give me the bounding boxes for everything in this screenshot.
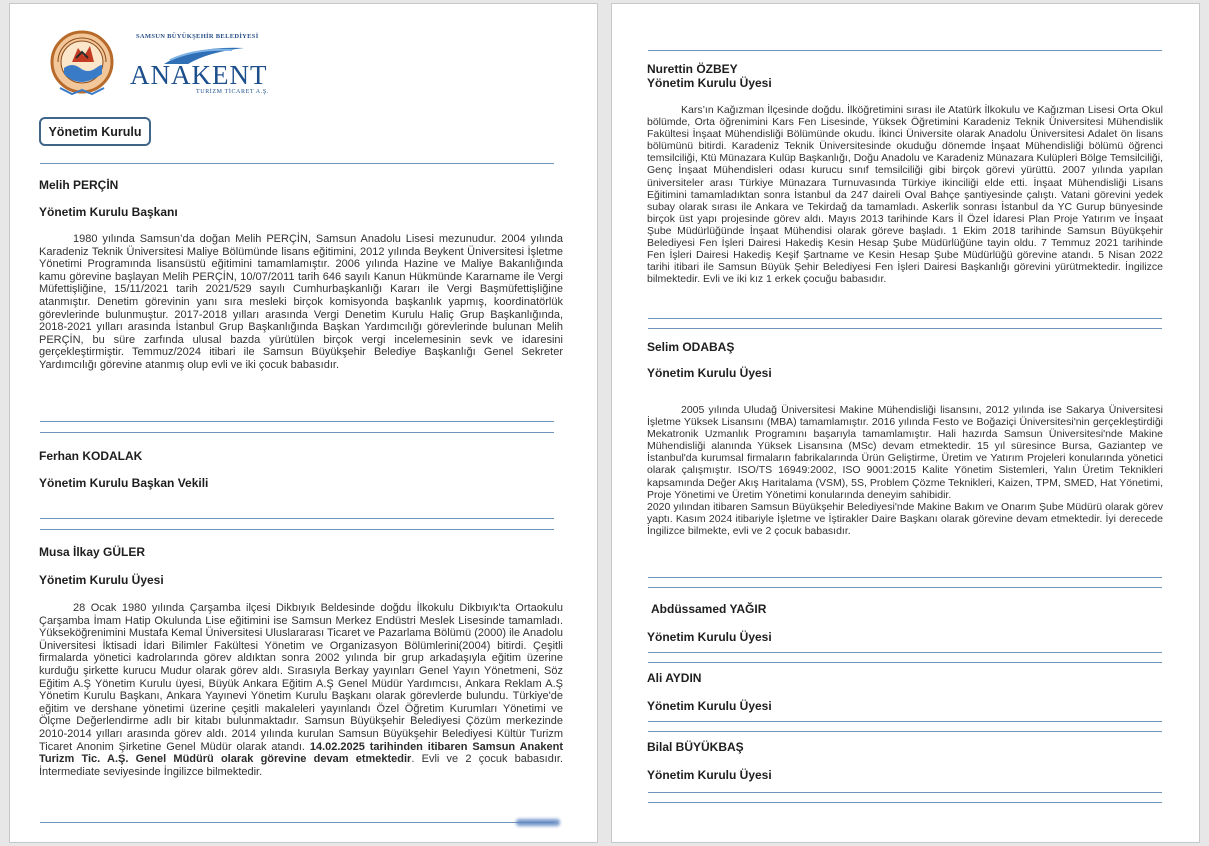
- member-name: Melih PERÇİN: [39, 178, 119, 192]
- seal-emblem-icon: [50, 28, 114, 100]
- member-bio-text-2: 2020 yılından itibaren Samsun Büyükşehir Belediyesi'nde Makine Bakım ve Onarım Şube Müdürü olarak görev yaptı. Kasım 2024 itibariyle İşletme ve İştirakler Daire Başkanı olarak görevine devam etmektedir. İyi derecede İngilizce bilmekte, evli ve 2 çocuk babasıdır.: [647, 500, 1163, 537]
- member-bio: [647, 404, 1163, 537]
- document-page-left: [9, 3, 598, 843]
- member-role: Yönetim Kurulu Üyesi: [39, 573, 164, 587]
- divider: [648, 577, 1162, 578]
- member-role: Yönetim Kurulu Üyesi: [647, 366, 772, 380]
- divider: [648, 587, 1162, 588]
- member-role: Yönetim Kurulu Üyesi: [647, 76, 772, 90]
- member-name: Ferhan KODALAK: [39, 449, 143, 463]
- member-name: Selim ODABAŞ: [647, 340, 735, 354]
- member-bio-text: Kars’ın Kağızman İlçesinde doğdu. İlköğretimini sırası ile Atatürk İlkokulu ve Kağızman Lisesi Orta Okul bölümde, Orta öğrenimini Kars Fen Lisesinde, Yüksek Öğretimini Karadeniz Teknik Üniversitesi Mühendislik Fakültesi İnşaat Mühendisliği Bölümünde okudu. İkinci Üniversite olarak Anadolu Üniversitesi Adalet ön lisans bölümünü bitirdi. Karadeniz Teknik Üniversitesinde okuduğu dönemde İnşaat Mühendisliği bölümü öğrenci temsilciliği, Ktü Münazara Kulüp Başkanlığı, Doğu Anadolu ve Karadeniz Münazara Kulüpleri Bölge Temsilciliği, Genç İnşaat Mühendisleri odası kurucu sınıf temsilciliği gibi birçok görevi yürüttü. 2007 yılında yapılan üniversiteler arası Türkiye Münazara Turnuvasında Türkiye ikinciliği elde etti. İnşaat Mühendisliği Lisans Eğitimini tamamladıktan sonra İstanbul da 247 daireli Oval Bahçe şantiyesinde çalıştı. Vatani görevini yedek subay olarak sırası ile Ankara ve Tekirdağ da tamamladı. Askerlik sonrası İstanbul da YC Gurup bünyesinde birçok üst yapı projesinde görev aldı. Mayıs 2013 tarihinde Kars İl Özel İdaresi Plan Proje Yatırım ve İnşaat Şube Müdürlüğünde İnşaat Mühendisi olarak göreve başladı. 1 Ekim 2018 tarihinde Samsun Büyükşehir Belediyesi Fen İşleri Dairesi Hakediş Kesin Hesap Şube Müdürlüğüne tayin oldu. 7 Temmuz 2021 tarihinde Fen İşleri Dairesi Hakediş Keşif Şartname ve Kesin Hesap Şube Müdürlüğü görevine atandı. 5 Nisan 2022 tarihi itibari ile Samsun Büyük Şehir Belediyesi Fen İşleri Dairesi Başkanlığı görevini yürütmektedir. İngilizce bilmektedir. Evli ve iki kız 1 erkek çocuğu babasıdır.: [647, 104, 1163, 286]
- member-name: Nurettin ÖZBEY: [647, 62, 738, 76]
- divider: [648, 662, 1162, 663]
- divider: [648, 802, 1162, 803]
- member-bio-text: 28 Ocak 1980 yılında Çarşamba ilçesi Dikbıyık Beldesinde doğdu İlkokulu Dikbıyık'ta Ortaokulu Çarşamba İmam Hatip Okulunda Lise eğitimini ise Samsun Merkez Endüstri Meslek Lisesinde tamamladı. Yükseköğrenimini Mustafa Kemal Üniversitesi Uluslararası Ticaret ve Pazarlama Bölümü (2000) ile Anadolu Üniversitesi İktisadi İdari Bilimler Fakültesi Yönetim ve Organizasyon Bölümlerini(2004) bitirdi. Çeşitli firmalarda yönetici kadrolarında görev aldıktan sonra 2002 yılında bir grup arkadaşıyla eğitim üzerine kurduğu şirkette kurucu Mudur olarak görev aldı. Sırasıyla Berkay yayınları Genel Yayın Yönetmeni, Söz Eğitim A.Ş Yönetim Kurulu üyesi, Büyük Ankara Eğitim A.Ş Genel Müdür Yardımcısı, Ankara Reklam A.Ş Yönetim Kurulu Başkanı, Ankara Yayınevi Yönetim Kurulu Başkanı olarak görevlerde bulundu. Türkiye'de eğitim ve dershane yönetimi üzerine çeşitli makaleleri yayınlandı Özel Öğretim Kurumları Yönetimi ve Ölçme Değerlendirme adlı bir kitabı bulunmaktadır. Samsun Büyükşehir Belediyesi Çözüm merkezinde 2010-2014 yılları arasında görev aldı. 2014 yılında kurulan Samsun Büyükşehir Belediyesi Kültür Turizm Ticaret Anonim Şirketine Genel Müdür olarak atandı.: [39, 602, 563, 753]
- document-page-right: [611, 3, 1200, 843]
- divider: [648, 50, 1162, 51]
- member-name: Ali AYDIN: [647, 671, 702, 685]
- member-name: Bilal BÜYÜKBAŞ: [647, 740, 744, 754]
- company-logo-subtitle: TURİZM TİCARET A.Ş.: [196, 89, 269, 95]
- divider: [40, 421, 554, 422]
- divider: [648, 792, 1162, 793]
- divider: [648, 721, 1162, 722]
- divider: [648, 731, 1162, 732]
- highlight-mark: [516, 819, 560, 826]
- member-bio: [39, 602, 563, 778]
- section-title: Yönetim Kurulu: [48, 124, 142, 139]
- divider: [40, 163, 554, 164]
- member-bio: [39, 233, 563, 372]
- member-name: Abdüssamed YAĞIR: [651, 602, 767, 616]
- divider: [40, 518, 554, 519]
- member-role: Yönetim Kurulu Üyesi: [647, 768, 772, 782]
- municipality-name: SAMSUN BÜYÜKŞEHİR BELEDİYESİ: [136, 33, 259, 40]
- member-bio-text: 1980 yılında Samsun’da doğan Melih PERÇİN, Samsun Anadolu Lisesi mezunudur. 2004 yılında Karadeniz Teknik Üniversitesi Maliye Bölümünde lisans eğitimini, 2012 yılında Beykent Üniversitesi İşletme Yönetimi Programında lisansüstü eğitimini tamamlamıştır. 2006 yılında Hazine ve Maliye Bakanlığında kamu görevine başlayan Melih PERÇİN, 10/07/2011 tarih 646 sayılı Kanun Hükmünde Kararname ile Vergi Müfettişliğine, 15/11/2021 tarih 2021/529 sayılı Cumhurbaşkanlığı Kararı ile Vergi Başmüfettişliğine atanmıştır. Denetim görevinin yanı sıra mesleki birçok komisyonda başkanlık yapmış, koordinatörlük görevlerinde bulunmuştur. 2017-2018 yılları arasında Vergi Denetim Kurulu Haliç Grup Başkanlığında, 2018-2021 yılları arasında İstanbul Grup Başkanlığında Başkan Yardımcılığı görevlerinde bulunan Melih PERÇİN, bu süre zarfında ulusal bazda yürütülen birçok vergi incelemesinin sevk ve idaresini gerçekleştirmiştir. Temmuz/2024 itibari ile Samsun Büyükşehir Belediye Başkanlığı Genel Sekreter Yardımcılığı görevine atanmış olup evli ve iki çocuk babasıdır.: [39, 233, 563, 371]
- member-role: Yönetim Kurulu Üyesi: [647, 699, 772, 713]
- section-title-box: [39, 117, 151, 146]
- member-bio: [647, 104, 1163, 285]
- member-name: Musa İlkay GÜLER: [39, 545, 146, 559]
- divider: [40, 529, 554, 530]
- divider: [648, 318, 1162, 319]
- member-role: Yönetim Kurulu Üyesi: [647, 630, 772, 644]
- company-logo-wordmark: ANAKENT: [130, 60, 268, 90]
- member-role: Yönetim Kurulu Başkan Vekili: [39, 476, 209, 490]
- divider: [648, 652, 1162, 653]
- divider: [40, 432, 554, 433]
- member-bio-bold: 14.02.2025 tarihinden itibaren Samsun Anakent Turizm Tic. A.Ş. Genel Müdürü olarak görevine devam etmektedir: [39, 740, 563, 766]
- municipality-seal-logo: [50, 28, 114, 100]
- divider: [40, 822, 554, 823]
- member-role: Yönetim Kurulu Başkanı: [39, 205, 178, 219]
- member-bio-tail: . Evli ve 2 çocuk babasıdır. İntermediate seviyesinde İngilizce bilmektedir.: [39, 753, 563, 778]
- divider: [648, 328, 1162, 329]
- member-bio-text: 2005 yılında Uludağ Üniversitesi Makine Mühendisliği lisansını, 2012 yılında ise Sakarya Üniversitesi İşletme Yüksek Lisansını (MBA) tamamlamıştır. 2016 yılında Festo ve Boğaziçi Üniversitesi'nin gerçekleştirdiği Mekatronik Uzmanlık Programını başarıyla tamamlamıştır. Hali hazırda Samsun Üniversitesi'nde Makine Mühendisliği alanında Yüksek Lisansına (MSc) devam etmektedir. 15 yıl süresince Bursa, Gaziantep ve İstanbul'da kurumsal firmaların fabrikalarında Ürün Geliştirme, Üretim ve Yatırım Projeleri konularında yönetici olarak çalışmıştır. ISO/TS 16949:2002, ISO 9001:2015 Kalite Yönetim Sistemleri, Yalın Üretim Teknikleri kapsamında Değer Akış Haritalama (VSM), 5S, Problem Çözme Teknikleri, Kaizen, TPM, SMED, Hat Yönetimi, Proje Yönetimi ve Üretim Yönetimi konularında deneyim sahibidir.: [647, 404, 1163, 501]
